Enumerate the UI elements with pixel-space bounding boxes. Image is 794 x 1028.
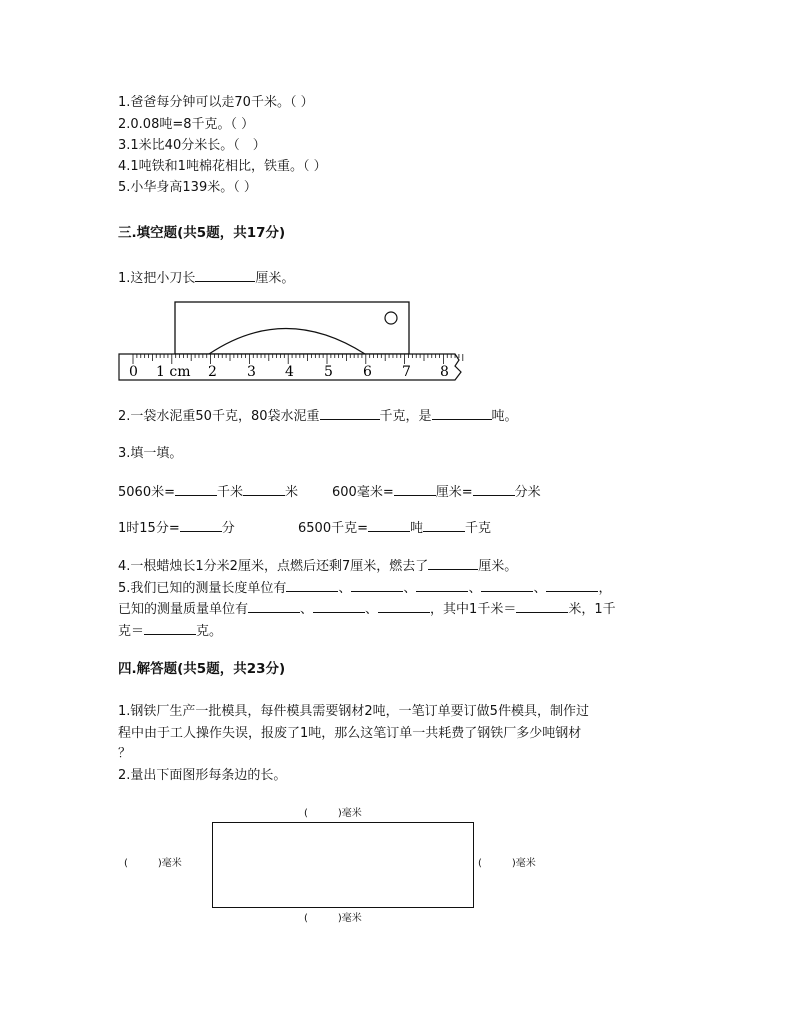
answer-blank[interactable] — [180, 518, 222, 532]
ruler-label-1: 1 cm — [156, 364, 191, 380]
fill-question-3-row2a — [118, 518, 235, 537]
knife-body — [175, 302, 409, 354]
ruler-label-6: 6 — [363, 364, 372, 380]
q4-text: 4.一根蜡烛长1分米2厘米，点燃后还剩7厘米，燃去了 — [118, 559, 429, 574]
fill-question-5-line2 — [118, 599, 616, 618]
answer-blank[interactable] — [481, 578, 533, 592]
q5-text: 已知的测量质量单位有 — [118, 602, 249, 617]
q2-text-b: 千克，是 — [379, 409, 432, 424]
q3-text: 6500千克= — [298, 521, 368, 536]
rect-top-label: ( )毫米 — [304, 808, 362, 819]
answer-blank[interactable] — [313, 599, 365, 613]
q2-text-c: 吨。 — [491, 409, 518, 424]
judgement-item-1: 1.爸爸每分钟可以走70千米。（ ） — [118, 95, 314, 110]
judgement-item-4: 4.1吨铁和1吨棉花相比，铁重。（ ） — [118, 159, 327, 174]
q3-text: 1时15分= — [118, 521, 180, 536]
answer-blank[interactable] — [368, 518, 410, 532]
fill-question-5-line1 — [118, 578, 611, 597]
ruler-label-4: 4 — [285, 364, 294, 380]
fill-question-3-row1b — [332, 482, 541, 501]
answer-blank[interactable] — [423, 518, 465, 532]
q1-post: 厘米。 — [255, 271, 295, 286]
q5-text: 米，1千 — [568, 602, 616, 617]
q5-text: 5.我们已知的测量长度单位有 — [118, 581, 287, 596]
answer-blank[interactable] — [144, 621, 196, 635]
q5-sep: 、 — [338, 581, 352, 596]
q3-text: 千克 — [465, 521, 492, 536]
ruler-label-0: 0 — [129, 364, 138, 380]
ruler-label-5: 5 — [324, 364, 333, 380]
rect-bottom-label: ( )毫米 — [304, 913, 362, 924]
q5-end: ， — [598, 581, 612, 596]
q2-text-a: 2.一袋水泥重50千克，80袋水泥重 — [118, 409, 320, 424]
fill-question-3-title: 3.填一填。 — [118, 446, 183, 461]
q5-sep: 、 — [468, 581, 482, 596]
q5-sep: 、 — [403, 581, 417, 596]
q5-text: ，其中1千米＝ — [430, 602, 517, 617]
q3-text: 吨 — [409, 521, 423, 536]
answer-blank[interactable] — [243, 482, 285, 496]
fill-question-3-row1a — [118, 482, 298, 501]
ruler-label-2: 2 — [208, 364, 217, 380]
ruler-label-7: 7 — [402, 364, 411, 380]
answer-blank[interactable] — [175, 482, 217, 496]
answer-question-1-line1: 1.钢铁厂生产一批模具，每件模具需要钢材2吨，一笔订单要订做5件模具，制作过 — [118, 704, 589, 719]
answer-question-1-line2: 程中由于工人操作失误，报废了1吨，那么这笔订单一共耗费了钢铁厂多少吨钢材 — [118, 726, 582, 741]
judgement-item-2: 2.0.08吨=8千克。（ ） — [118, 117, 255, 132]
answer-blank[interactable] — [248, 599, 300, 613]
q5-sep: 、 — [365, 602, 379, 617]
answer-blank[interactable] — [378, 599, 430, 613]
q5-text: 克＝ — [118, 624, 145, 639]
q3-text: 600毫米= — [332, 485, 394, 500]
ruler-label-8: 8 — [440, 364, 449, 380]
answer-blank[interactable] — [286, 578, 338, 592]
q1-pre: 1.这把小刀长 — [118, 271, 196, 286]
answer-question-1-line3: ？ — [118, 746, 132, 761]
fill-question-1 — [118, 268, 294, 287]
q4-text: 厘米。 — [478, 559, 518, 574]
fill-question-2 — [118, 406, 518, 425]
answer-blank[interactable] — [473, 482, 515, 496]
answer-question-2: 2.量出下面图形每条边的长。 — [118, 768, 287, 783]
judgement-item-3: 3.1米比40分米长。（ ） — [118, 138, 266, 153]
answer-blank[interactable] — [195, 268, 255, 282]
q3-text: 厘米= — [435, 485, 473, 500]
q3-text: 分 — [221, 521, 235, 536]
ruler-knife-figure — [115, 298, 477, 384]
q3-text: 米 — [285, 485, 299, 500]
fill-question-4 — [118, 556, 517, 575]
answer-blank[interactable] — [516, 599, 568, 613]
rect-left-label: ( )毫米 — [124, 858, 182, 869]
answer-blank[interactable] — [546, 578, 598, 592]
fill-question-3-row2b — [298, 518, 491, 537]
answer-blank[interactable] — [320, 406, 380, 420]
q5-sep: 、 — [533, 581, 547, 596]
q5-sep: 、 — [300, 602, 314, 617]
q3-text: 千米 — [216, 485, 243, 500]
section-3-title: 三.填空题(共5题，共17分) — [118, 225, 286, 241]
answer-blank[interactable] — [351, 578, 403, 592]
fill-question-5-line3 — [118, 621, 222, 640]
answer-blank[interactable] — [432, 406, 492, 420]
q5-text: 克。 — [196, 624, 223, 639]
rectangle-figure — [212, 822, 474, 908]
rect-right-label: ( )毫米 — [478, 858, 536, 869]
q3-text: 分米 — [514, 485, 541, 500]
section-4-title: 四.解答题(共5题，共23分) — [118, 661, 286, 677]
answer-blank[interactable] — [428, 556, 478, 570]
judgement-item-5: 5.小华身高139米。（ ） — [118, 180, 257, 195]
answer-blank[interactable] — [416, 578, 468, 592]
q3-text: 5060米= — [118, 485, 175, 500]
answer-blank[interactable] — [394, 482, 436, 496]
ruler-label-3: 3 — [247, 364, 256, 380]
